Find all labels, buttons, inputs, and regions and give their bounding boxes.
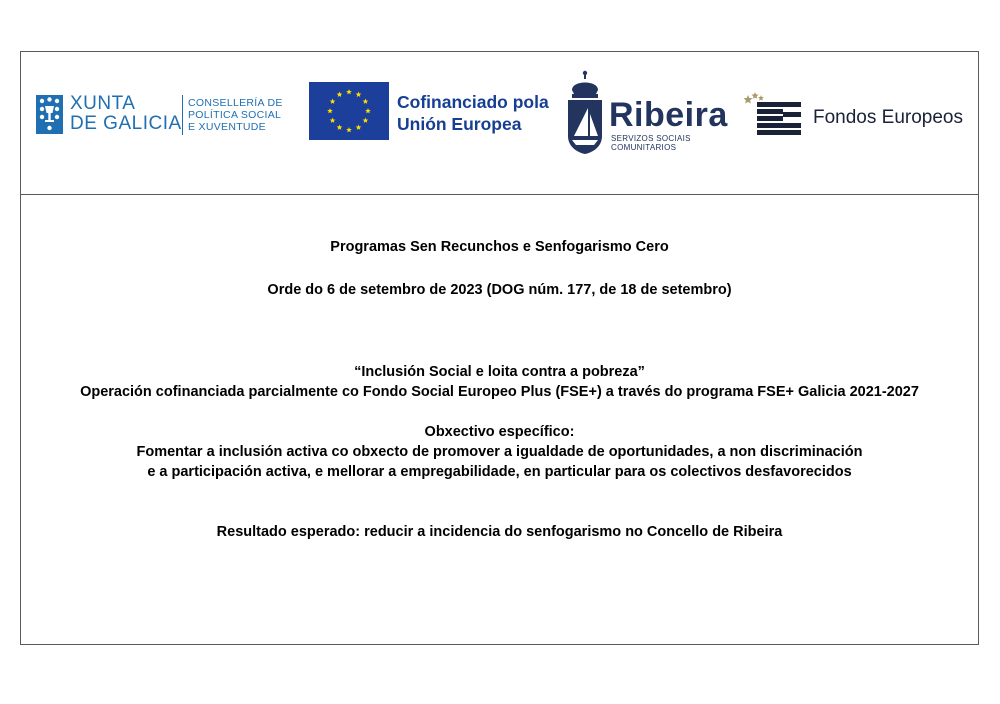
- ribeira-logo: [564, 70, 739, 158]
- fondos-europeos-mark-icon: [743, 92, 803, 140]
- eu-logo: [309, 82, 564, 142]
- ribeira-name: Ribeira: [609, 96, 728, 134]
- xunta-name: XUNTA DE GALICIA: [70, 93, 182, 134]
- ribeira-crest-icon: [564, 70, 606, 156]
- document-body: [21, 195, 978, 644]
- logo-band: [21, 52, 978, 195]
- objective-heading: Obxectivo específico:: [424, 424, 575, 440]
- fondos-europeos-text: Fondos Europeos: [813, 107, 963, 128]
- xunta-shield-icon: [36, 95, 63, 134]
- ribeira-subtitle: SERVIZOS SOCIAIS COMUNITARIOS: [611, 134, 691, 152]
- order-reference: Orde do 6 de setembro de 2023 (DOG núm. 177, de 18 de setembro): [267, 282, 732, 298]
- fondos-europeos-logo: [743, 92, 973, 142]
- eu-cofinanced-text: Cofinanciado pola Unión Europea: [397, 92, 549, 134]
- xunta-separator: [182, 95, 183, 135]
- eu-flag-icon: [309, 82, 389, 140]
- xunta-department: CONSELLERÍA DE POLÍTICA SOCIAL E XUVENTUDE: [188, 97, 283, 133]
- objective-line: e a participación activa, e mellorar a empregabilidade, en particular para os colectivos desfavorecidos: [147, 464, 852, 480]
- program-title: Programas Sen Recunchos e Senfogarismo Cero: [330, 239, 669, 255]
- xunta-logo: [36, 94, 286, 136]
- expected-result: Resultado esperado: reducir a incidencia do senfogarismo no Concello de Ribeira: [216, 524, 783, 540]
- theme-title: “Inclusión Social e loita contra a pobreza”: [354, 364, 645, 380]
- operation-text: Operación cofinanciada parcialmente co Fondo Social Europeo Plus (FSE+) a través do programa FSE+ Galicia 2021-2027: [80, 384, 919, 400]
- document-frame: [20, 51, 979, 645]
- objective-line: Fomentar a inclusión activa co obxecto de promover a igualdade de oportunidades, a non discriminación: [136, 444, 863, 460]
